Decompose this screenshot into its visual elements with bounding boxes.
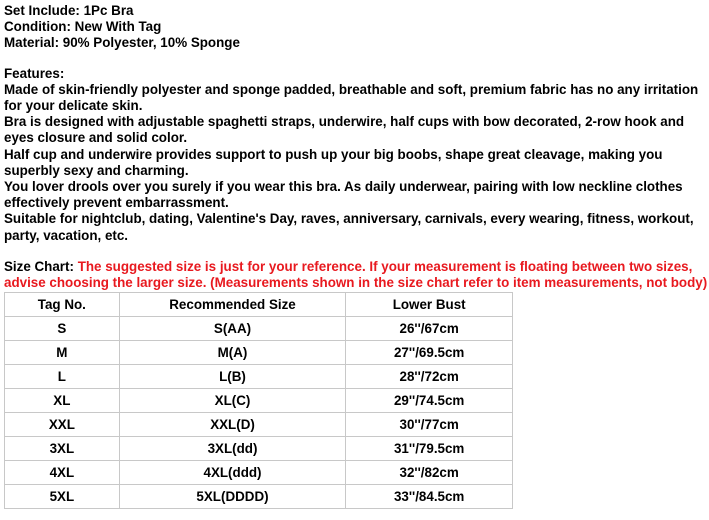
cell-recommended-size: XXL(D): [119, 413, 346, 437]
material-text: Material: 90% Polyester, 10% Sponge: [4, 35, 240, 51]
feature-item: Half cup and underwire provides support to push up your big boobs, shape great cleavage, making you superbly sexy and charming.: [4, 146, 663, 178]
cell-tag-no: 5XL: [5, 485, 120, 509]
cell-tag-no: XL: [5, 389, 120, 413]
cell-recommended-size: 3XL(dd): [119, 437, 346, 461]
size-chart-note: [4, 259, 709, 291]
cell-lower-bust: 29''/74.5cm: [346, 389, 513, 413]
cell-recommended-size: L(B): [119, 365, 346, 389]
table-row: [5, 461, 513, 485]
cell-recommended-size: S(AA): [119, 317, 346, 341]
features-list: [4, 82, 709, 244]
table-row: [5, 413, 513, 437]
table-row: [5, 317, 513, 341]
cell-tag-no: M: [5, 341, 120, 365]
table-row: [5, 341, 513, 365]
cell-lower-bust: 33''/84.5cm: [346, 485, 513, 509]
header-recommended-size: Recommended Size: [119, 293, 346, 317]
table-row: [5, 365, 513, 389]
cell-lower-bust: 27''/69.5cm: [346, 341, 513, 365]
feature-item: You lover drools over you surely if you wear this bra. As daily underwear, pairing with low neckline clothes effectively prevent embarrassment.: [4, 179, 683, 211]
table-row: [5, 437, 513, 461]
table-header-row: [5, 293, 513, 317]
cell-tag-no: XXL: [5, 413, 120, 437]
feature-item: Made of skin-friendly polyester and sponge padded, breathable and soft, premium fabric has no any irritation for your delicate skin.: [4, 81, 699, 114]
cell-recommended-size: 4XL(ddd): [119, 461, 346, 485]
cell-recommended-size: XL(C): [119, 389, 346, 413]
table-row: [5, 485, 513, 509]
cell-tag-no: L: [5, 365, 120, 389]
cell-lower-bust: 31''/79.5cm: [346, 437, 513, 461]
cell-lower-bust: 32''/82cm: [346, 461, 513, 485]
cell-recommended-size: 5XL(DDDD): [119, 485, 346, 509]
feature-item: Suitable for nightclub, dating, Valentine's Day, raves, anniversary, carnivals, every wearing, fitness, workout, party, vacation, etc.: [4, 211, 694, 243]
product-description: [4, 3, 709, 509]
cell-lower-bust: 30''/77cm: [346, 413, 513, 437]
features-title: Features:: [4, 65, 65, 81]
cell-tag-no: S: [5, 317, 120, 341]
cell-tag-no: 3XL: [5, 437, 120, 461]
size-chart-warning: The suggested size is just for your reference. If your measurement is floating between two sizes, advise choosing the larger size. (Measurements shown in the size chart refer to item measurements, not body): [4, 258, 708, 291]
cell-lower-bust: 28''/72cm: [346, 365, 513, 389]
set-include-text: Set Include: 1Pc Bra: [4, 3, 134, 18]
size-chart-label: Size Chart:: [4, 258, 74, 274]
header-lower-bust: Lower Bust: [346, 293, 513, 317]
feature-item: Bra is designed with adjustable spaghetti straps, underwire, half cups with bow decorated, 2-row hook and eyes closure and solid color.: [4, 114, 685, 146]
cell-recommended-size: M(A): [119, 341, 346, 365]
header-tag-no: Tag No.: [5, 293, 120, 317]
cell-lower-bust: 26''/67cm: [346, 317, 513, 341]
size-chart-table: [4, 292, 513, 509]
table-row: [5, 389, 513, 413]
condition-text: Condition: New With Tag: [4, 19, 162, 35]
cell-tag-no: 4XL: [5, 461, 120, 485]
